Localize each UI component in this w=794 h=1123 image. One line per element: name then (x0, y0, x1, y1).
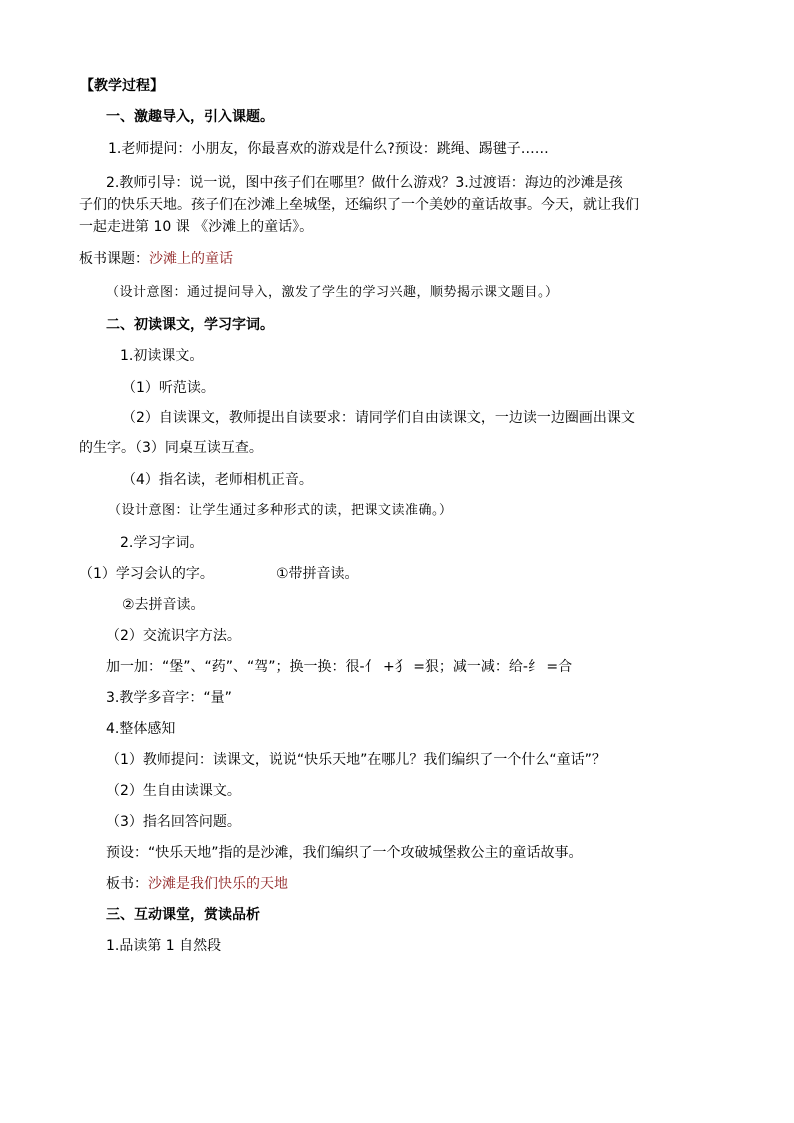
section1-paragraph2-line1: 2.教师引导：说一说，图中孩子们在哪里？做什么游戏？3.过渡语：海边的沙滩是孩 (106, 175, 623, 191)
section2-step1: 1.初读课文。 (120, 348, 204, 364)
section2-step2: 2.学习字词。 (120, 535, 204, 551)
section3-step1: 1.品读第 1 自然段 (106, 938, 222, 954)
design-note-2: （设计意图：让学生通过多种形式的读，把课文读准确。） (108, 503, 453, 518)
section1-paragraph2-line2: 子们的快乐天地。孩子们在沙滩上垒城堡，还编织了一个美妙的童话故事。今天，就让我们 (79, 197, 639, 213)
section2-step2-a: （1）学习会认的字。 (79, 566, 214, 582)
board-title-text: 沙滩上的童话 (149, 251, 233, 267)
design-note-1: （设计意图：通过提问导入，激发了学生的学习兴趣，顺势揭示课文题目。） (106, 285, 559, 300)
section3-title: 三、互动课堂，赏读品析 (106, 907, 260, 923)
section1-title: 一、激趣导入，引入课题。 (106, 109, 274, 125)
section2-step1-b-line1: （2）自读课文，教师提出自读要求：请同学们自由读课文，一边读一边圈画出课文 (122, 410, 635, 426)
section2-step2-b: （2）交流识字方法。 (106, 628, 241, 644)
section2-step1-c: （4）指名读，老师相机正音。 (122, 472, 313, 488)
section2-title: 二、初读课文，学习字词。 (106, 317, 274, 333)
board-title-label: 板书课题： (79, 251, 149, 267)
section2-step4-a: （1）教师提问：读课文，说说“快乐天地”在哪儿？我们编织了一个什么“童话”？ (106, 752, 606, 768)
board-title-line (79, 249, 233, 269)
section1-paragraph2-line3: 一起走进第 10 课 《沙滩上的童话》。 (79, 219, 314, 235)
section2-step2-a-1: ①带拼音读。 (276, 566, 359, 582)
section2-preset: 预设：“快乐天地”指的是沙滩，我们编织了一个攻破城堡救公主的童话故事。 (106, 845, 583, 861)
section2-step1-b-line2: 的生字。（3）同桌互读互查。 (79, 440, 263, 456)
section2-step4: 4.整体感知 (106, 721, 176, 737)
board-summary-line (106, 874, 288, 894)
section2-step4-b: （2）生自由读课文。 (106, 783, 241, 799)
section2-step1-a: （1）听范读。 (122, 380, 215, 396)
board-summary-label: 板书： (106, 876, 148, 892)
section2-step4-c: （3）指名回答问题。 (106, 814, 241, 830)
section2-step3: 3.教学多音字：“量” (106, 690, 232, 706)
process-heading: 【教学过程】 (80, 78, 164, 94)
board-summary-text: 沙滩是我们快乐的天地 (148, 876, 288, 892)
section2-step2-c: 加一加：“堡”、“药”、“驾”；换一换：很-亻 +犭 =狠；减一减：给-纟 =合 (106, 659, 573, 675)
section2-step2-a-2: ②去拼音读。 (122, 597, 205, 613)
section1-paragraph1: 1.老师提问：小朋友，你最喜欢的游戏是什么?预设：跳绳、踢毽子…… (108, 141, 549, 157)
